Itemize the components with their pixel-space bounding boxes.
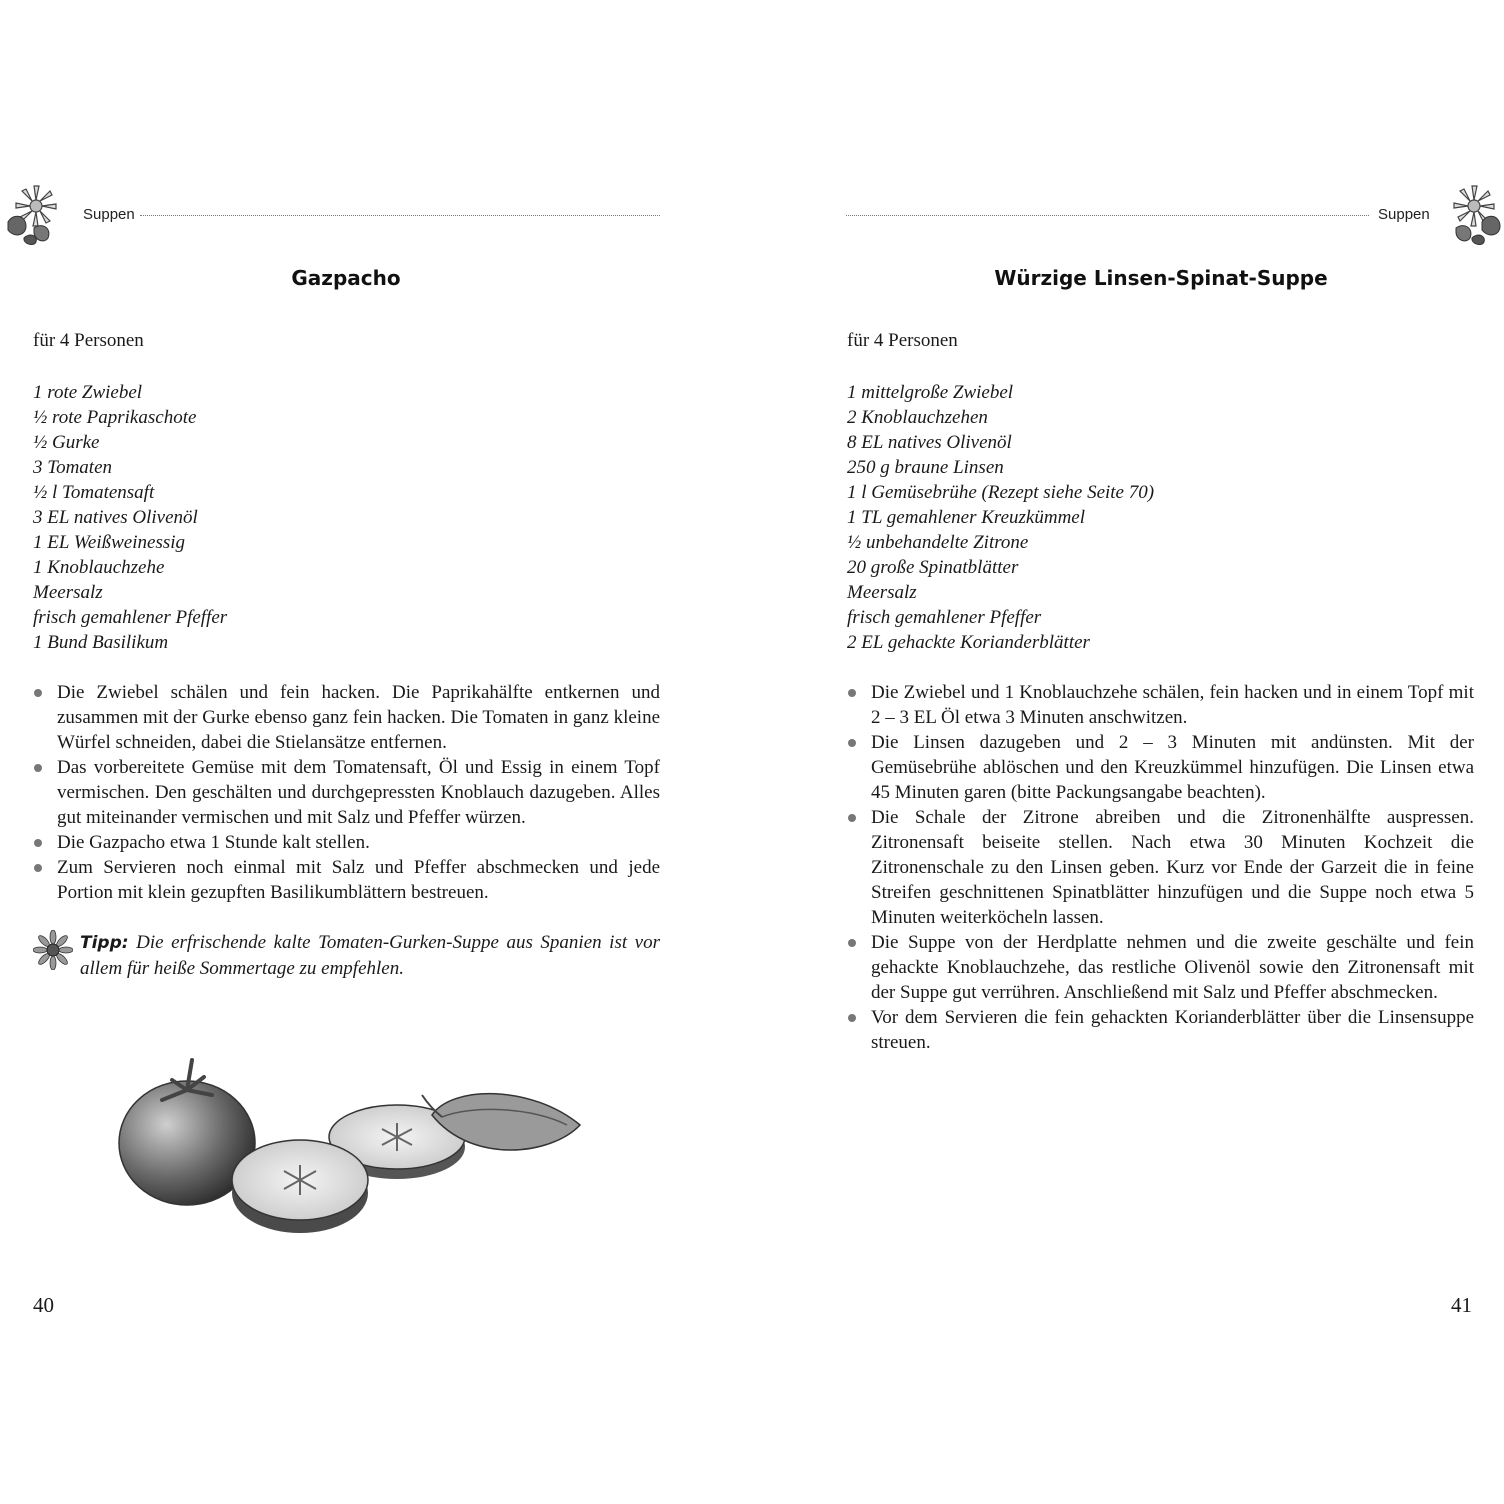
instruction-text: Die Zwiebel schälen und fein hacken. Die Paprikahälfte entkernen und zusammen mit der Gurke ebenso ganz fein hacken. Die Tomaten in ganz kleine Würfel schneiden, dabei die Stielansätze entfernen. — [57, 682, 660, 753]
ingredient-list — [33, 380, 227, 655]
bullet-icon — [34, 864, 42, 872]
header-dotted-rule — [846, 215, 1369, 216]
flower-ornament-icon — [4, 182, 62, 246]
instruction-step — [33, 680, 660, 755]
instruction-step — [33, 755, 660, 830]
ingredient-item: frisch gemahlener Pfeffer — [847, 607, 1042, 628]
instruction-step — [847, 730, 1474, 805]
bullet-icon — [848, 739, 856, 747]
bullet-icon — [34, 764, 42, 772]
right-page — [804, 0, 1504, 1504]
instruction-text: Vor dem Servieren die fein gehackten Korianderblätter über die Linsensuppe streuen. — [871, 1007, 1474, 1053]
ingredient-list — [847, 380, 1154, 655]
page-number: 40 — [33, 1293, 54, 1317]
ingredient-item: ½ Gurke — [33, 432, 100, 453]
instruction-text: Zum Servieren noch einmal mit Salz und Pfeffer abschmecken und jede Portion mit klein gezupften Basilikumblättern bestreuen. — [57, 857, 660, 903]
ingredient-item: 8 EL natives Olivenöl — [847, 432, 1012, 453]
ingredient-item: 1 mittelgroße Zwiebel — [847, 382, 1014, 403]
ingredient-item: ½ l Tomatensaft — [33, 482, 155, 503]
tip-text: Die erfrischende kalte Tomaten-Gurken-Suppe aus Spanien ist vor allem für heiße Sommertage zu empfehlen. — [80, 932, 661, 979]
instruction-list — [33, 680, 660, 905]
instruction-step — [33, 830, 660, 855]
tomato-cucumber-illustration — [112, 1055, 592, 1255]
instruction-text: Die Linsen dazugeben und 2 – 3 Minuten mit andünsten. Mit der Gemüsebrühe ablöschen und den Kreuzkümmel hinzufügen. Die Linsen etwa 45 Minuten garen (bitte Packungsangabe beachten). — [871, 732, 1474, 803]
ingredient-item: 3 EL natives Olivenöl — [33, 507, 198, 528]
running-header — [846, 200, 1504, 230]
servings: für 4 Personen — [847, 330, 958, 351]
tip-text-block — [80, 930, 660, 981]
instruction-step — [847, 805, 1474, 930]
instruction-step — [33, 855, 660, 905]
instruction-text: Das vorbereitete Gemüse mit dem Tomatensaft, Öl und Essig in einem Topf vermischen. Den geschälten und durchgepressten Knoblauch dazugeben. Alles gut miteinander vermischen und mit Salz und Pfeffer würzen. — [57, 757, 660, 828]
ingredient-item: ½ rote Paprikaschote — [33, 407, 197, 428]
ingredient-item: 2 Knoblauchzehen — [847, 407, 988, 428]
left-page — [0, 0, 700, 1504]
header-dotted-rule — [140, 215, 660, 216]
flower-tip-icon — [33, 930, 73, 970]
tip-label: Tipp: — [80, 933, 129, 953]
ingredient-item: Meersalz — [847, 582, 917, 603]
ingredient-item: 1 Bund Basilikum — [33, 632, 169, 653]
ingredient-item: 1 EL Weißweinessig — [33, 532, 186, 553]
ingredient-item: 250 g braune Linsen — [847, 457, 1004, 478]
instruction-step — [847, 1005, 1474, 1055]
header-section-label: Suppen — [1378, 206, 1430, 223]
bullet-icon — [848, 689, 856, 697]
ingredient-item: 1 Knoblauchzehe — [33, 557, 165, 578]
flower-ornament-icon — [1446, 182, 1504, 246]
ingredient-item: frisch gemahlener Pfeffer — [33, 607, 228, 628]
ingredient-item: 1 l Gemüsebrühe (Rezept siehe Seite 70) — [847, 482, 1155, 503]
recipe-title: Gazpacho — [291, 266, 401, 290]
instruction-text: Die Suppe von der Herdplatte nehmen und die zweite geschälte und fein gehackte Knoblauchzehe, das restliche Olivenöl sowie den Zitronensaft mit der Suppe gut verrühren. Anschließend mit Salz und Pfeffer abschmecken. — [871, 932, 1474, 1003]
running-header — [0, 200, 662, 230]
bullet-icon — [34, 839, 42, 847]
ingredient-item: ½ unbehandelte Zitrone — [847, 532, 1029, 553]
ingredient-item: Meersalz — [33, 582, 103, 603]
bullet-icon — [848, 939, 856, 947]
bullet-icon — [848, 814, 856, 822]
instruction-list — [847, 680, 1474, 1055]
ingredient-item: 1 rote Zwiebel — [33, 382, 143, 403]
page-number: 41 — [1451, 1293, 1472, 1317]
bullet-icon — [848, 1014, 856, 1022]
recipe-title: Würzige Linsen-Spinat-Suppe — [994, 266, 1328, 290]
instruction-step — [847, 930, 1474, 1005]
instruction-text: Die Schale der Zitrone abreiben und die Zitronenhälfte auspressen. Zitronensaft beiseite stellen. Nach etwa 30 Minuten Kochzeit die Zitronenschale zu den Linsen geben. Kurz vor Ende der Garzeit die in feine Streifen geschnittenen Spinatblätter hinzufügen und die Suppe noch etwa 5 Minuten weiterköcheln lassen. — [871, 807, 1474, 928]
instruction-text: Die Gazpacho etwa 1 Stunde kalt stellen. — [57, 832, 370, 853]
ingredient-item: 1 TL gemahlener Kreuzkümmel — [847, 507, 1086, 528]
servings: für 4 Personen — [33, 330, 144, 351]
ingredient-item: 20 große Spinatblätter — [847, 557, 1019, 578]
bullet-icon — [34, 689, 42, 697]
instruction-text: Die Zwiebel und 1 Knoblauchzehe schälen, fein hacken und in einem Topf mit 2 – 3 EL Öl etwa 3 Minuten anschwitzen. — [871, 682, 1474, 728]
instruction-step — [847, 680, 1474, 730]
ingredient-item: 3 Tomaten — [33, 457, 113, 478]
header-section-label: Suppen — [83, 206, 135, 223]
ingredient-item: 2 EL gehackte Korianderblätter — [847, 632, 1090, 653]
